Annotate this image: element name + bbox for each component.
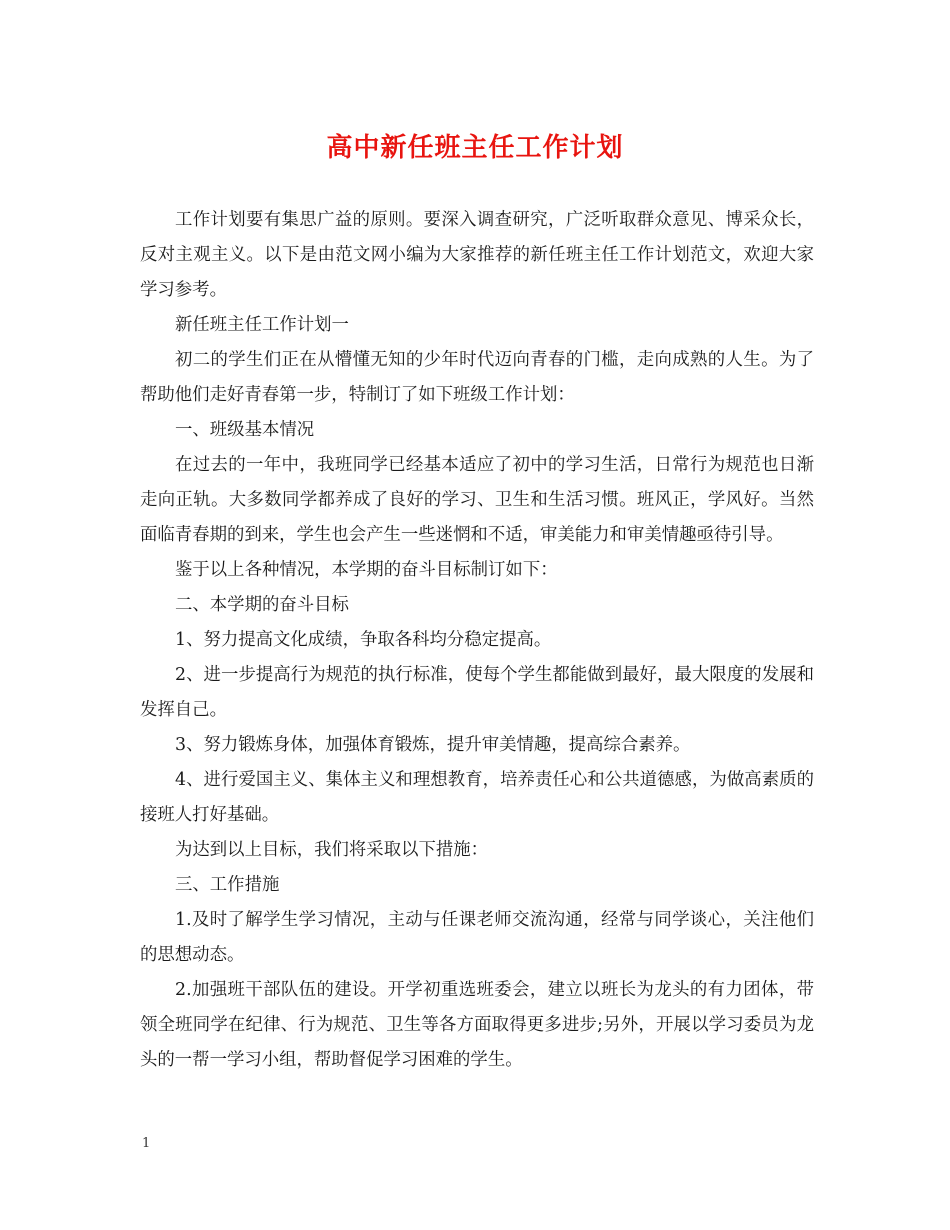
measure-item-2: 2.加强班干部队伍的建设。开学初重选班委会，建立以班长为龙头的有力团体，带领全班同学在纪律、行为规范、卫生等各方面取得更多进步;另外，开展以学习委员为龙头的一帮一学习小组，帮助督促学习困难的学生。 xyxy=(140,980,814,1070)
goal-item-3: 3、努力锻炼身体，加强体育锻炼，提升审美情趣，提高综合素养。 xyxy=(175,735,691,755)
measure-item-1: 1.及时了解学生学习情况，主动与任课老师交流沟通，经常与同学谈心，关注他们的思想动态。 xyxy=(140,910,814,965)
paragraph-intro: 工作计划要有集思广益的原则。要深入调查研究，广泛听取群众意见、博采众长，反对主观主义。以下是由范文网小编为大家推荐的新任班主任工作计划范文，欢迎大家学习参考。 xyxy=(140,210,814,300)
paragraph-goals-intro: 鉴于以上各种情况，本学期的奋斗目标制订如下： xyxy=(175,560,558,580)
paragraph-measures-intro: 为达到以上目标，我们将采取以下措施： xyxy=(175,840,489,860)
section-heading-class-situation: 一、班级基本情况 xyxy=(175,420,315,440)
document-body xyxy=(140,203,814,1078)
page-number: 1 xyxy=(142,1136,151,1151)
paragraph-class-situation: 在过去的一年中，我班同学已经基本适应了初中的学习生活，日常行为规范也日渐走向正轨。大多数同学都养成了良好的学习、卫生和生活习惯。班风正，学风好。当然面临青春期的到来，学生也会产生一些迷惘和不适，审美能力和审美情趣亟待引导。 xyxy=(140,455,814,545)
paragraph-plan-one-heading: 新任班主任工作计划一 xyxy=(175,315,349,335)
goal-item-2: 2、进一步提高行为规范的执行标准，使每个学生都能做到最好，最大限度的发展和发挥自己。 xyxy=(140,665,814,720)
goal-item-1: 1、努力提高文化成绩，争取各科均分稳定提高。 xyxy=(175,630,552,650)
goal-item-4: 4、进行爱国主义、集体主义和理想教育，培养责任心和公共道德感，为做高素质的接班人打好基础。 xyxy=(140,770,814,825)
section-heading-goals: 二、本学期的奋斗目标 xyxy=(175,595,349,615)
section-heading-measures: 三、工作措施 xyxy=(175,875,280,895)
paragraph-plan-opening: 初二的学生们正在从懵懂无知的少年时代迈向青春的门槛，走向成熟的人生。为了帮助他们走好青春第一步，特制订了如下班级工作计划： xyxy=(140,350,814,405)
page-title: 高中新任班主任工作计划 xyxy=(326,133,624,163)
